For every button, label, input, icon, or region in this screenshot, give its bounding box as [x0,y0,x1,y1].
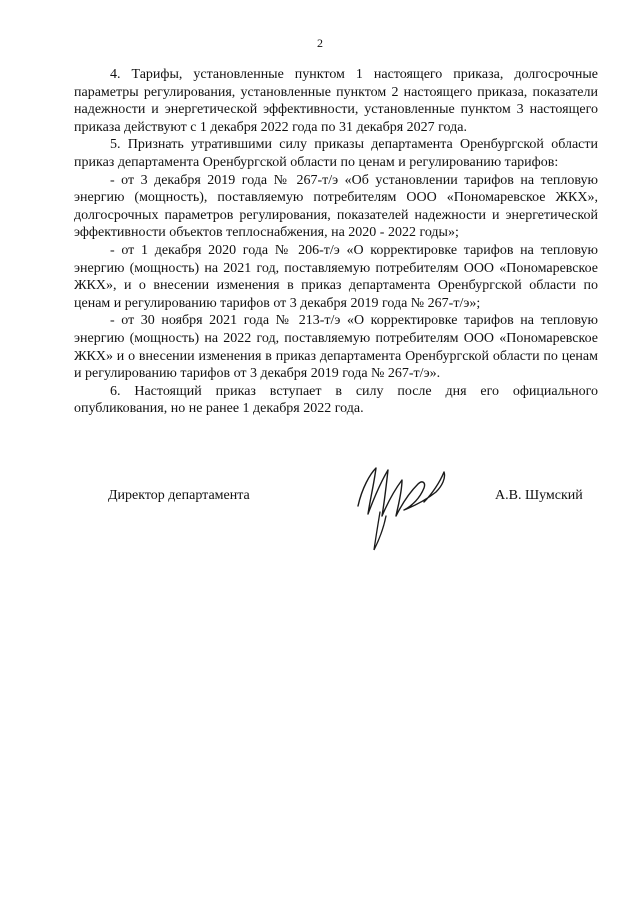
handwritten-signature [340,458,470,558]
page-number: 2 [317,36,323,50]
paragraph-item-6: 6. Настоящий приказ вступает в силу после дня его официального опубликования, но не ранее 1 декабря 2022 года. [74,383,598,417]
list-item-order-206: - от 1 декабря 2020 года № 206-т/э «О корректировке тарифов на тепловую энергию (мощность) на 2021 год, поставляемую потребителям ООО «Пономаревское ЖКХ», и о внесении изменения в приказ департамента Оренбургской области по ценам и регулированию тарифов от 3 декабря 2019 года № 267-т/э»; [74,242,598,311]
signatory-title: Директор департамента [108,488,250,503]
signatory-name: А.В. Шумский [495,488,583,503]
list-item-order-267: - от 3 декабря 2019 года № 267-т/э «Об установлении тарифов на тепловую энергию (мощность), поставляемую потребителям ООО «Пономаревское ЖКХ», долгосрочных параметров регулирования, показателей надежности и энергетической эффективности объектов теплоснабжения, на 2020 - 2022 годы»; [74,172,598,241]
list-item-order-213: - от 30 ноября 2021 года № 213-т/э «О корректировке тарифов на тепловую энергию (мощность) на 2022 год, поставляемую потребителям ООО «Пономаревское ЖКХ» и о внесении изменения в приказ департамента Оренбургской области по ценам и регулированию тарифов от 3 декабря 2019 года № 267-т/э». [74,313,598,382]
document-body [74,66,598,418]
paragraph-item-5: 5. Признать утратившими силу приказы департамента Оренбургской области приказ департамента Оренбургской области по ценам и регулированию тарифов: [74,137,598,170]
paragraph-item-4: 4. Тарифы, установленные пунктом 1 настоящего приказа, долгосрочные параметры регулирования, установленные пунктом 2 настоящего приказа, показатели надежности и энергетической эффективности, установленные пунктом 3 настоящего приказа действуют с 1 декабря 2022 года по 31 декабря 2027 года. [74,67,598,135]
signature-block [0,480,640,560]
